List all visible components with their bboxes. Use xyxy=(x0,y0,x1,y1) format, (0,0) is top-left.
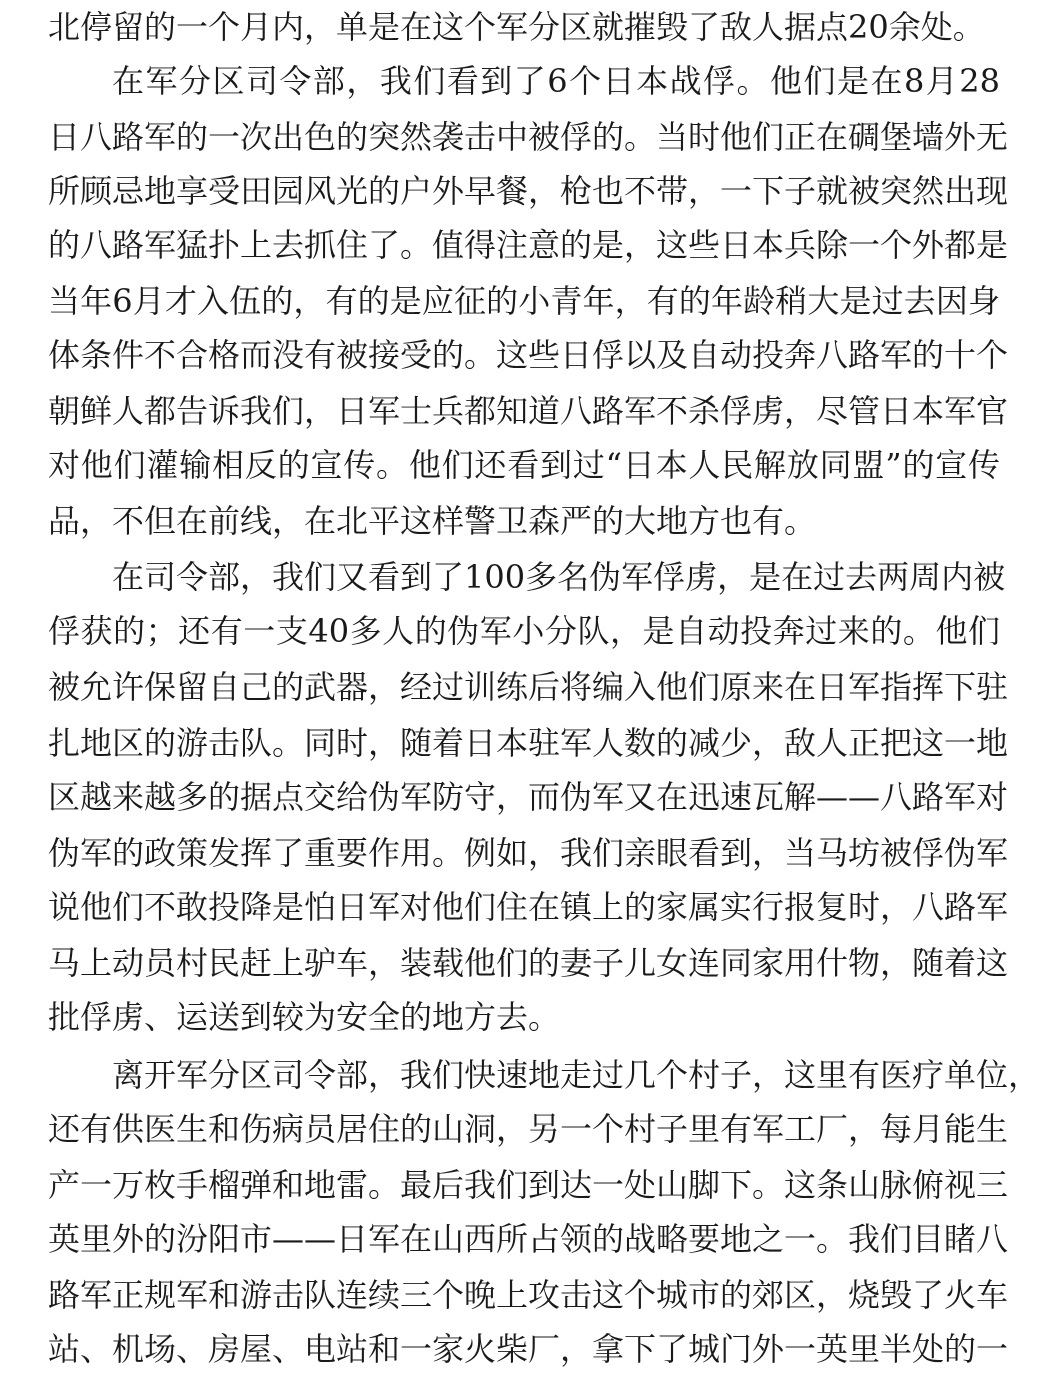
text-line-20: 离开军分区司令部，我们快速地走过几个村子，这里有医疗单位， xyxy=(112,1056,1041,1094)
text-line-7: 体条件不合格而没有被接受的。这些日俘以及自动投奔八路军的十个 xyxy=(48,336,1009,374)
text-line-3: 日八路军的一次出色的突然袭击中被俘的。当时他们正在碉堡墙外无 xyxy=(48,118,1009,156)
text-line-2: 在军分区司令部，我们看到了6个日本战俘。他们是在8月28 xyxy=(112,62,1000,100)
text-line-1: 北停留的一个月内，单是在这个军分区就摧毁了敌人据点20余处。 xyxy=(48,8,985,46)
text-line-6: 当年6月才入伍的，有的是应征的小青年，有的年龄稍大是过去因身 xyxy=(48,282,1000,320)
text-line-19: 批俘虏、运送到较为安全的地方去。 xyxy=(48,998,561,1036)
text-line-21: 还有供医生和伤病员居住的山洞，另一个村子里有军工厂，每月能生 xyxy=(48,1110,1009,1148)
text-line-4: 所顾忌地享受田园风光的户外早餐，枪也不带，一下子就被突然出现 xyxy=(48,172,1009,210)
text-line-9: 对他们灌输相反的宣传。他们还看到过“日本人民解放同盟”的宣传 xyxy=(48,446,1000,484)
text-line-18: 马上动员村民赶上驴车，装载他们的妻子儿女连同家用什物，随着这 xyxy=(48,944,1009,982)
text-line-5: 的八路军猛扑上去抓住了。值得注意的是，这些日本兵除一个外都是 xyxy=(48,226,1009,264)
text-line-24: 路军正规军和游击队连续三个晚上攻击这个城市的郊区，烧毁了火车 xyxy=(48,1276,1009,1314)
text-line-10: 品，不但在前线，在北平这样警卫森严的大地方也有。 xyxy=(48,502,817,540)
text-line-12: 俘获的；还有一支40多人的伪军小分队，是自动投奔过来的。他们 xyxy=(48,612,1000,650)
text-line-14: 扎地区的游击队。同时，随着日本驻军人数的减少，敌人正把这一地 xyxy=(48,724,1009,762)
text-line-16: 伪军的政策发挥了重要作用。例如，我们亲眼看到，当马坊被俘伪军 xyxy=(48,834,1009,872)
text-line-15: 区越来越多的据点交给伪军防守，而伪军又在迅速瓦解——八路军对 xyxy=(48,778,1009,816)
text-line-22: 产一万枚手榴弹和地雷。最后我们到达一处山脚下。这条山脉俯视三 xyxy=(48,1166,1009,1204)
text-line-11: 在司令部，我们又看到了100多名伪军俘虏，是在过去两周内被 xyxy=(112,558,1006,596)
text-line-25: 站、机场、房屋、电站和一家火柴厂，拿下了城门外一英里半处的一 xyxy=(48,1330,1009,1368)
text-line-23: 英里外的汾阳市——日军在山西所占领的战略要地之一。我们目睹八 xyxy=(48,1220,1009,1258)
text-line-17: 说他们不敢投降是怕日军对他们住在镇上的家属实行报复时，八路军 xyxy=(48,888,1009,926)
text-line-8: 朝鲜人都告诉我们，日军士兵都知道八路军不杀俘虏，尽管日本军官 xyxy=(48,392,1009,430)
text-line-13: 被允许保留自己的武器，经过训练后将编入他们原来在日军指挥下驻 xyxy=(48,668,1009,706)
